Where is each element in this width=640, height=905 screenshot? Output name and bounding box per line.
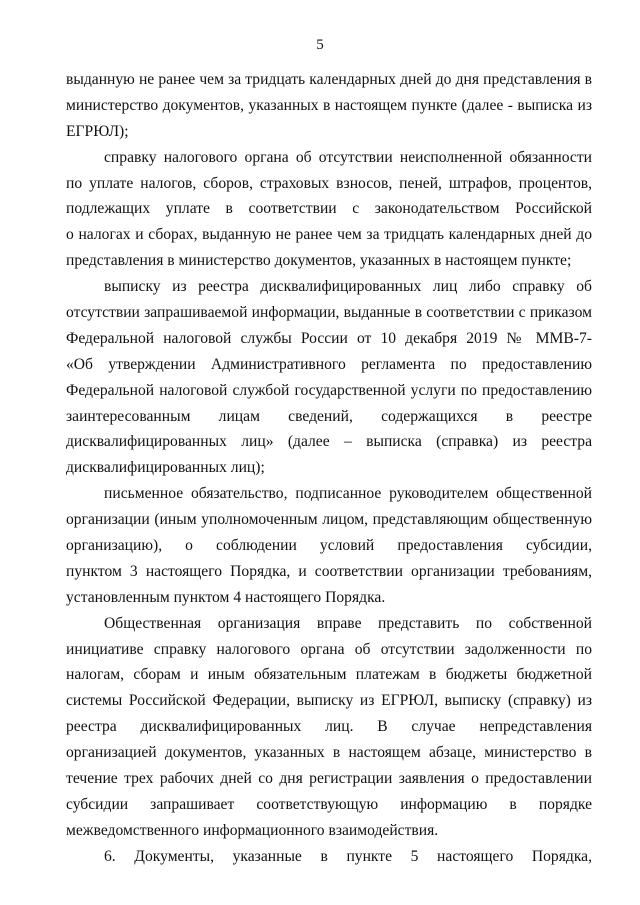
text-line: установленным пунктом 4 настоящего Порядка.: [66, 588, 386, 606]
paragraph-4: [66, 481, 592, 610]
text-line: ЕГРЮЛ);: [66, 122, 129, 140]
text-line: выписку из реестра дисквалифицированных лиц либо справку об: [104, 278, 592, 296]
text-line: 6. Документы, указанные в пункте 5 настоящего Порядка,: [104, 847, 592, 865]
text-line: организации (иным уполномоченным лицом, представляющим общественную: [66, 511, 592, 529]
text-line: Федеральной налоговой службой государственной услуги по предоставлению: [66, 381, 592, 399]
paragraph-1: [66, 67, 592, 145]
text-line: дисквалифицированных лиц» (далее – выписка (справка) из реестра: [66, 433, 592, 451]
paragraph-3: [66, 274, 592, 481]
text-line: дисквалифицированных лиц);: [66, 459, 265, 477]
text-line: «Об утверждении Административного регламента по предоставлению: [66, 355, 592, 373]
paragraph-5: [66, 611, 592, 844]
text-line: течение трех рабочих дней со дня регистрации заявления о предоставлении: [66, 770, 592, 788]
text-line: субсидии запрашивает соответствующую информацию в порядке: [66, 795, 592, 813]
text-line: инициативе справку налогового органа об отсутствии задолженности по: [66, 640, 592, 658]
text-line: налогам, сборам и иным обязательным платежам в бюджеты бюджетной: [66, 666, 592, 684]
text-line: по уплате налогов, сборов, страховых взносов, пеней, штрафов, процентов,: [66, 174, 592, 192]
text-line: письменное обязательство, подписанное руководителем общественной: [104, 485, 592, 503]
text-line: выданную не ранее чем за тридцать календарных дней до дня представления в: [66, 71, 592, 88]
text-line: Общественная организация вправе представить по собственной: [104, 614, 592, 632]
text-line: системы Российской Федерации, выписку из ЕГРЮЛ, выписку (справку) из: [66, 692, 592, 710]
text-line: межведомственного информационного взаимодействия.: [66, 821, 439, 839]
text-line: организацией документов, указанных в настоящем абзаце, министерство в: [66, 744, 592, 762]
text-line: представления в министерство документов, указанных в настоящем пункте;: [66, 252, 572, 270]
text-line: о налогах и сборах, выданную не ранее чем за тридцать календарных дней до: [66, 226, 592, 244]
paragraph-6: [66, 844, 592, 870]
text-line: реестра дисквалифицированных лиц. В случае непредставления: [66, 718, 592, 736]
text-line: подлежащих уплате в соответствии с законодательством Российской: [66, 200, 592, 218]
text-line: организацию), о соблюдении условий предоставления субсидии,: [66, 537, 592, 555]
text-line: справку налогового органа об отсутствии неисполненной обязанности: [104, 148, 592, 166]
paragraph-2: [66, 145, 592, 274]
text-line: министерство документов, указанных в настоящем пункте (далее - выписка из: [66, 96, 592, 114]
page-number: 5: [316, 37, 324, 53]
text-line: заинтересованным лицам сведений, содержащихся в реестре: [66, 407, 592, 425]
text-line: пунктом 3 настоящего Порядка, и соответствии организации требованиям,: [66, 562, 592, 580]
document-body: [66, 67, 592, 870]
text-line: Федеральной налоговой службы России от 10 декабря 2019 № ММВ-7-: [66, 329, 592, 347]
text-line: отсутствии запрашиваемой информации, выданные в соответствии с приказом: [66, 304, 592, 322]
